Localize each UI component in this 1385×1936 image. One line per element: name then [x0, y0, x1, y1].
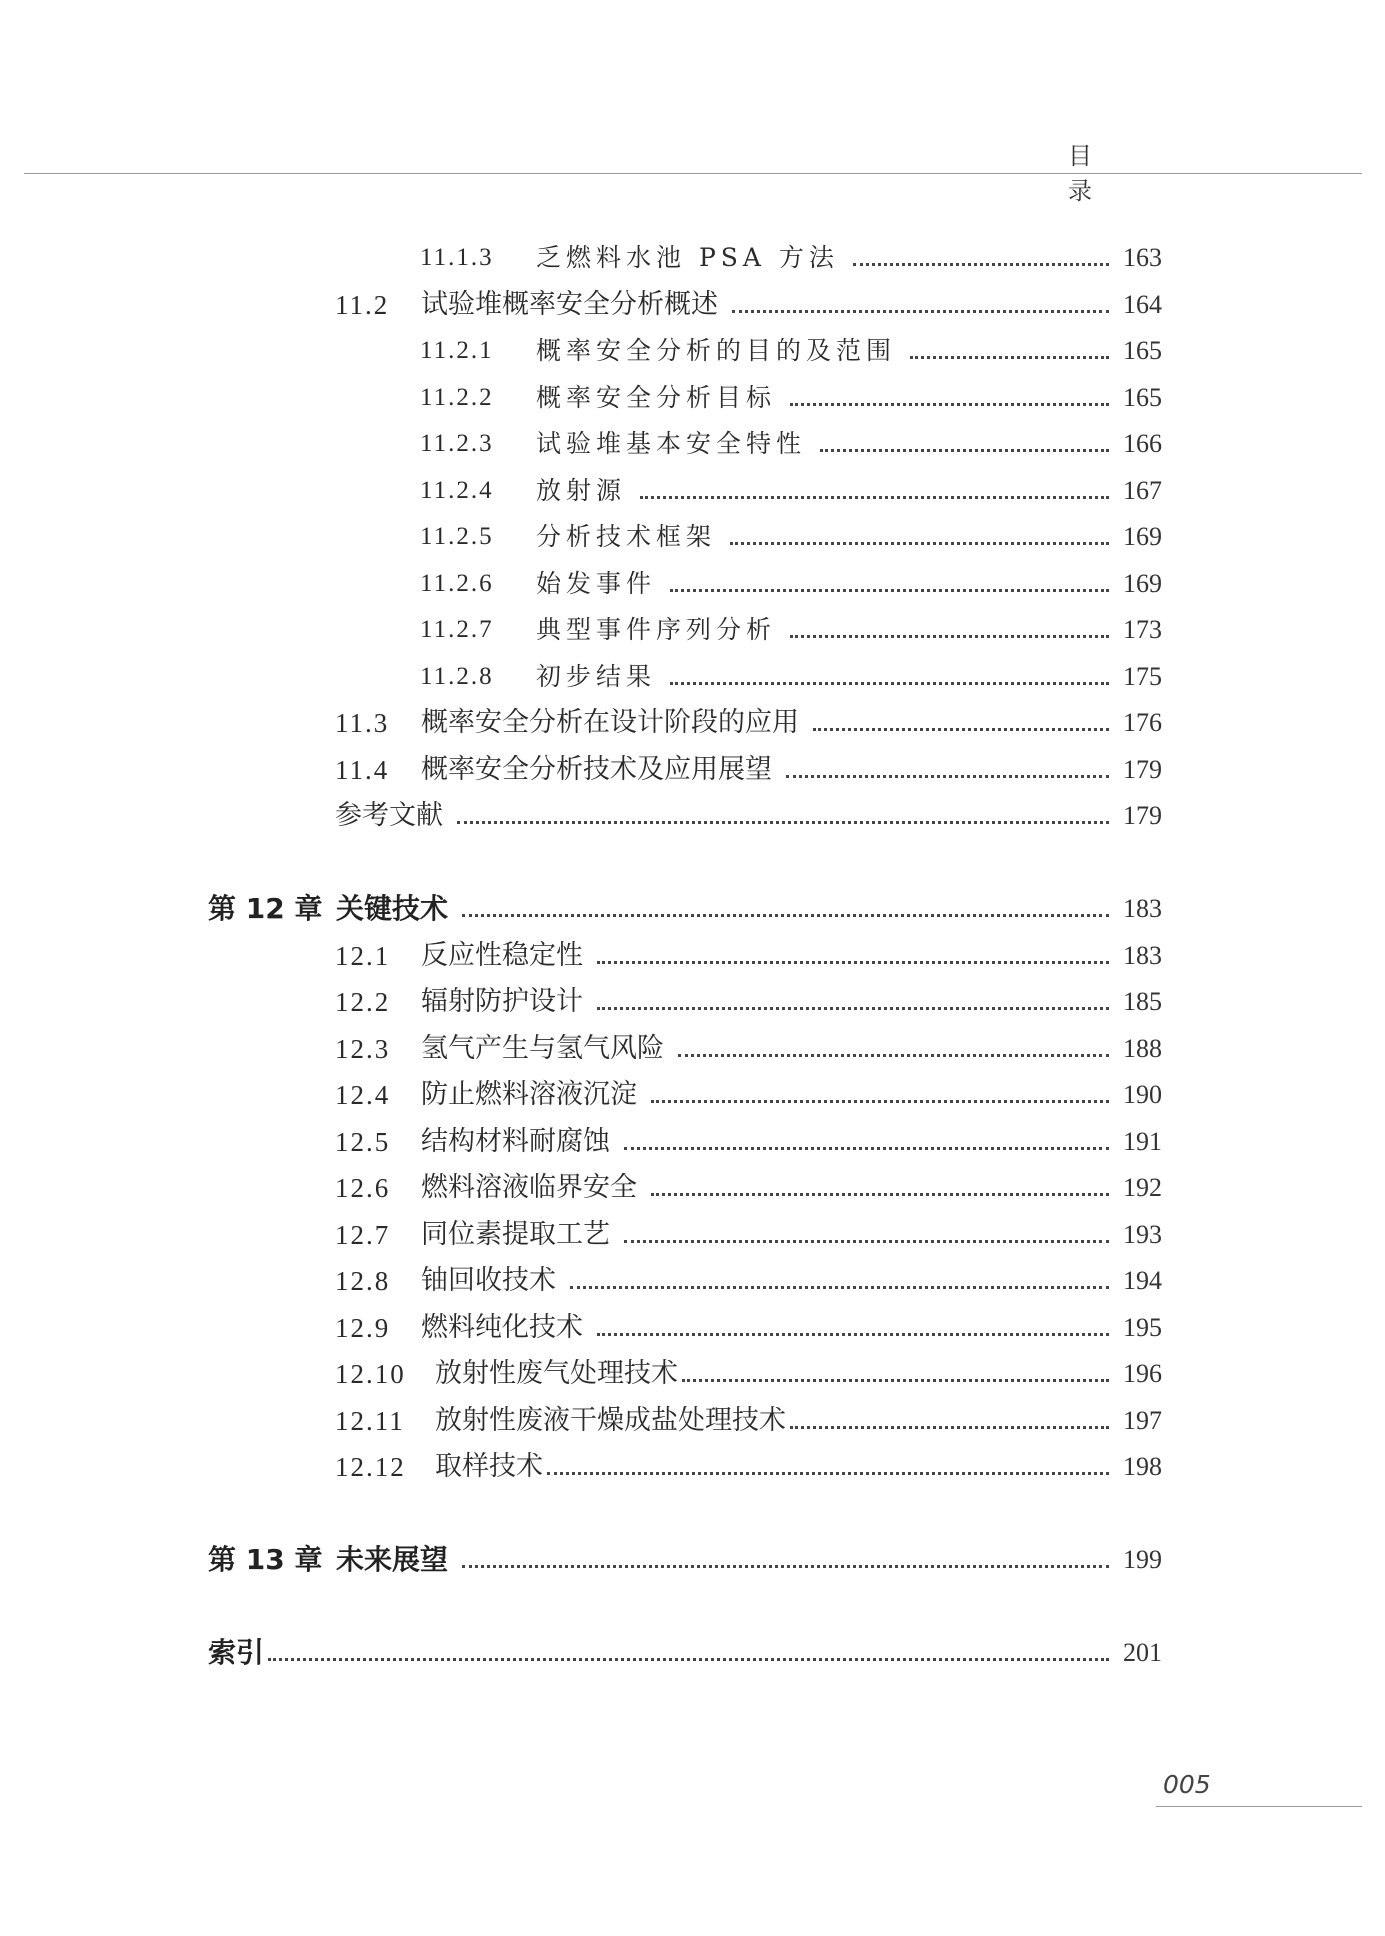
toc-entry-page: 165	[1123, 336, 1162, 365]
toc-entry-page: 163	[1123, 243, 1162, 272]
toc-entry[interactable]	[420, 331, 1162, 371]
toc-entry-number: 11.2.4	[420, 477, 494, 504]
toc-index-entry[interactable]	[208, 1633, 1162, 1673]
dot-leader	[786, 775, 1109, 778]
toc-entry-number: 12.11	[335, 1406, 405, 1436]
toc-entry-title: 放射性废液干燥成盐处理技术	[435, 1405, 786, 1436]
toc-entry-page: 175	[1123, 662, 1162, 691]
chapter-number: 第 13 章	[208, 1543, 323, 1576]
toc-entry-title: 氢气产生与氢气风险	[421, 1033, 664, 1064]
toc-entry[interactable]	[420, 378, 1162, 418]
index-title: 索引	[208, 1636, 265, 1669]
dot-leader	[910, 356, 1109, 359]
toc-entry-title: 参考文献	[335, 800, 443, 831]
toc-entry-page: 169	[1123, 569, 1162, 598]
toc-entry-page: 195	[1123, 1313, 1162, 1342]
toc-entry[interactable]	[420, 610, 1162, 650]
toc-entry-number: 11.2.2	[420, 384, 494, 411]
toc-entry-page: 194	[1123, 1266, 1162, 1295]
toc-entry-title: 放射性废气处理技术	[435, 1358, 678, 1389]
toc-entry-number: 11.4	[335, 755, 390, 785]
dot-leader	[790, 1426, 1109, 1429]
toc-entry-page: 192	[1123, 1173, 1162, 1202]
toc-entry-title: 结构材料耐腐蚀	[421, 1126, 610, 1157]
toc-entry-page: 179	[1123, 801, 1162, 830]
toc-chapter-entry[interactable]	[208, 1540, 1162, 1580]
toc-entry-page: 176	[1123, 708, 1162, 737]
toc-entry[interactable]	[335, 1308, 1162, 1348]
toc-entry-number: 12.12	[335, 1452, 406, 1482]
toc-entry-title: 始发事件	[536, 569, 657, 598]
toc-entry-page: 198	[1123, 1452, 1162, 1481]
toc-entry[interactable]	[335, 1029, 1162, 1069]
toc-entry[interactable]	[335, 1215, 1162, 1255]
running-header-title: 目 录	[1068, 142, 1130, 205]
toc-entry[interactable]	[420, 471, 1162, 511]
toc-entry[interactable]	[335, 750, 1162, 790]
toc-entry[interactable]	[335, 703, 1162, 743]
toc-entry-page: 179	[1123, 755, 1162, 784]
toc-entry-number: 12.8	[335, 1266, 391, 1296]
toc-entry-title: 铀回收技术	[421, 1265, 556, 1296]
toc-entry-number: 12.1	[335, 941, 391, 971]
chapter-title: 关键技术	[336, 892, 449, 925]
toc-entry[interactable]	[335, 1122, 1162, 1162]
toc-entry-number: 11.2.8	[420, 663, 494, 690]
page-number: 005	[1163, 1770, 1211, 1799]
toc-entry-page: 193	[1123, 1220, 1162, 1249]
toc-entry-number: 12.5	[335, 1127, 391, 1157]
toc-entry-title: 取样技术	[435, 1451, 543, 1482]
toc-entry-title: 防止燃料溶液沉淀	[421, 1079, 637, 1110]
toc-entry-number: 12.3	[335, 1034, 391, 1064]
toc-entry-number: 12.2	[335, 987, 391, 1017]
dot-leader	[670, 589, 1109, 592]
dot-leader	[462, 1565, 1109, 1568]
toc-entry-number: 11.2.7	[420, 616, 494, 643]
toc-entry-page: 196	[1123, 1359, 1162, 1388]
toc-entry-page: 188	[1123, 1034, 1162, 1063]
toc-entry[interactable]	[335, 1075, 1162, 1115]
toc-entry-number: 11.2.6	[420, 570, 494, 597]
toc-entry-title: 典型事件序列分析	[536, 615, 777, 644]
toc-entry-page: 169	[1123, 522, 1162, 551]
dot-leader	[651, 1100, 1109, 1103]
chapter-number: 第 12 章	[208, 892, 323, 925]
toc-entry-page: 166	[1123, 429, 1162, 458]
chapter-title: 未来展望	[336, 1543, 449, 1576]
dot-leader	[790, 635, 1109, 638]
dot-leader	[732, 310, 1109, 313]
toc-entry-number: 12.7	[335, 1220, 391, 1250]
toc-entry[interactable]	[420, 517, 1162, 557]
toc-entry-page: 185	[1123, 987, 1162, 1016]
toc-entry-title: 燃料溶液临界安全	[421, 1172, 637, 1203]
toc-entry-title: 分析技术框架	[536, 522, 717, 551]
toc-entry[interactable]	[335, 936, 1162, 976]
toc-entry-title: 燃料纯化技术	[421, 1312, 583, 1343]
toc-entry[interactable]	[420, 657, 1162, 697]
dot-leader	[678, 1054, 1109, 1057]
toc-entry-page: 173	[1123, 615, 1162, 644]
toc-entry-title: 概率安全分析技术及应用展望	[421, 754, 772, 785]
dot-leader	[457, 821, 1109, 824]
dot-leader	[624, 1147, 1109, 1150]
dot-leader	[730, 542, 1109, 545]
toc-entry[interactable]	[335, 1354, 1162, 1394]
dot-leader	[462, 914, 1109, 917]
toc-entry-title: 辐射防护设计	[421, 986, 583, 1017]
toc-entry-title: 初步结果	[536, 662, 657, 691]
header-rule	[24, 173, 1362, 174]
toc-entry-page: 164	[1123, 290, 1162, 319]
toc-entry-title: 反应性稳定性	[421, 940, 583, 971]
toc-entry[interactable]	[335, 1261, 1162, 1301]
toc-entry[interactable]	[335, 1447, 1162, 1487]
toc-entry-page: 183	[1123, 894, 1162, 923]
toc-entry-page: 167	[1123, 476, 1162, 505]
toc-entry-number: 11.3	[335, 708, 390, 738]
dot-leader	[682, 1379, 1109, 1382]
toc-entry-title: 同位素提取工艺	[421, 1219, 610, 1250]
toc-entry-number: 12.4	[335, 1080, 391, 1110]
dot-leader	[597, 961, 1109, 964]
dot-leader	[624, 1240, 1109, 1243]
toc-entry-page: 201	[1123, 1638, 1162, 1667]
dot-leader	[597, 1007, 1109, 1010]
toc-entry-title: 试验堆基本安全特性	[536, 429, 807, 458]
toc-entry-title: 乏燃料水池 PSA 方法	[536, 243, 839, 272]
toc-entry-page: 199	[1123, 1545, 1162, 1574]
dot-leader	[670, 682, 1109, 685]
toc-entry-title: 放射源	[536, 476, 627, 505]
toc-entry[interactable]	[335, 285, 1162, 325]
toc-entry-number: 11.1.3	[420, 244, 494, 271]
toc-entry-page: 183	[1123, 941, 1162, 970]
toc-entry-title: 概率安全分析在设计阶段的应用	[421, 707, 799, 738]
toc-entry-number: 12.10	[335, 1359, 406, 1389]
toc-entry-references[interactable]	[335, 796, 1162, 836]
dot-leader	[570, 1286, 1109, 1289]
toc-entry-page: 190	[1123, 1080, 1162, 1109]
toc-entry-number: 11.2.3	[420, 430, 494, 457]
dot-leader	[651, 1193, 1109, 1196]
toc-entry[interactable]	[420, 424, 1162, 464]
toc-entry[interactable]	[420, 564, 1162, 604]
toc-entry-title: 试验堆概率安全分析概述	[421, 289, 718, 320]
toc-entry-number: 11.2	[335, 290, 390, 320]
toc-entry[interactable]	[335, 982, 1162, 1022]
dot-leader	[813, 728, 1109, 731]
dot-leader	[547, 1472, 1109, 1475]
toc-entry-number: 11.2.5	[420, 523, 494, 550]
toc-entry[interactable]	[335, 1168, 1162, 1208]
toc-entry-page: 165	[1123, 383, 1162, 412]
dot-leader	[597, 1333, 1109, 1336]
dot-leader	[790, 403, 1109, 406]
dot-leader	[853, 263, 1109, 266]
dot-leader	[268, 1658, 1109, 1661]
toc-chapter-entry[interactable]	[208, 889, 1162, 929]
toc-entry-number: 12.6	[335, 1173, 391, 1203]
toc-entry-page: 197	[1123, 1406, 1162, 1435]
toc-entry[interactable]	[420, 238, 1162, 278]
toc-entry-title: 概率安全分析的目的及范围	[536, 336, 897, 365]
toc-entry[interactable]	[335, 1401, 1162, 1441]
dot-leader	[640, 496, 1109, 499]
footer-rule	[1156, 1806, 1362, 1807]
toc-entry-page: 191	[1123, 1127, 1162, 1156]
dot-leader	[820, 449, 1109, 452]
toc-entry-number: 11.2.1	[420, 337, 494, 364]
toc-entry-number: 12.9	[335, 1313, 391, 1343]
toc-entry-title: 概率安全分析目标	[536, 383, 777, 412]
